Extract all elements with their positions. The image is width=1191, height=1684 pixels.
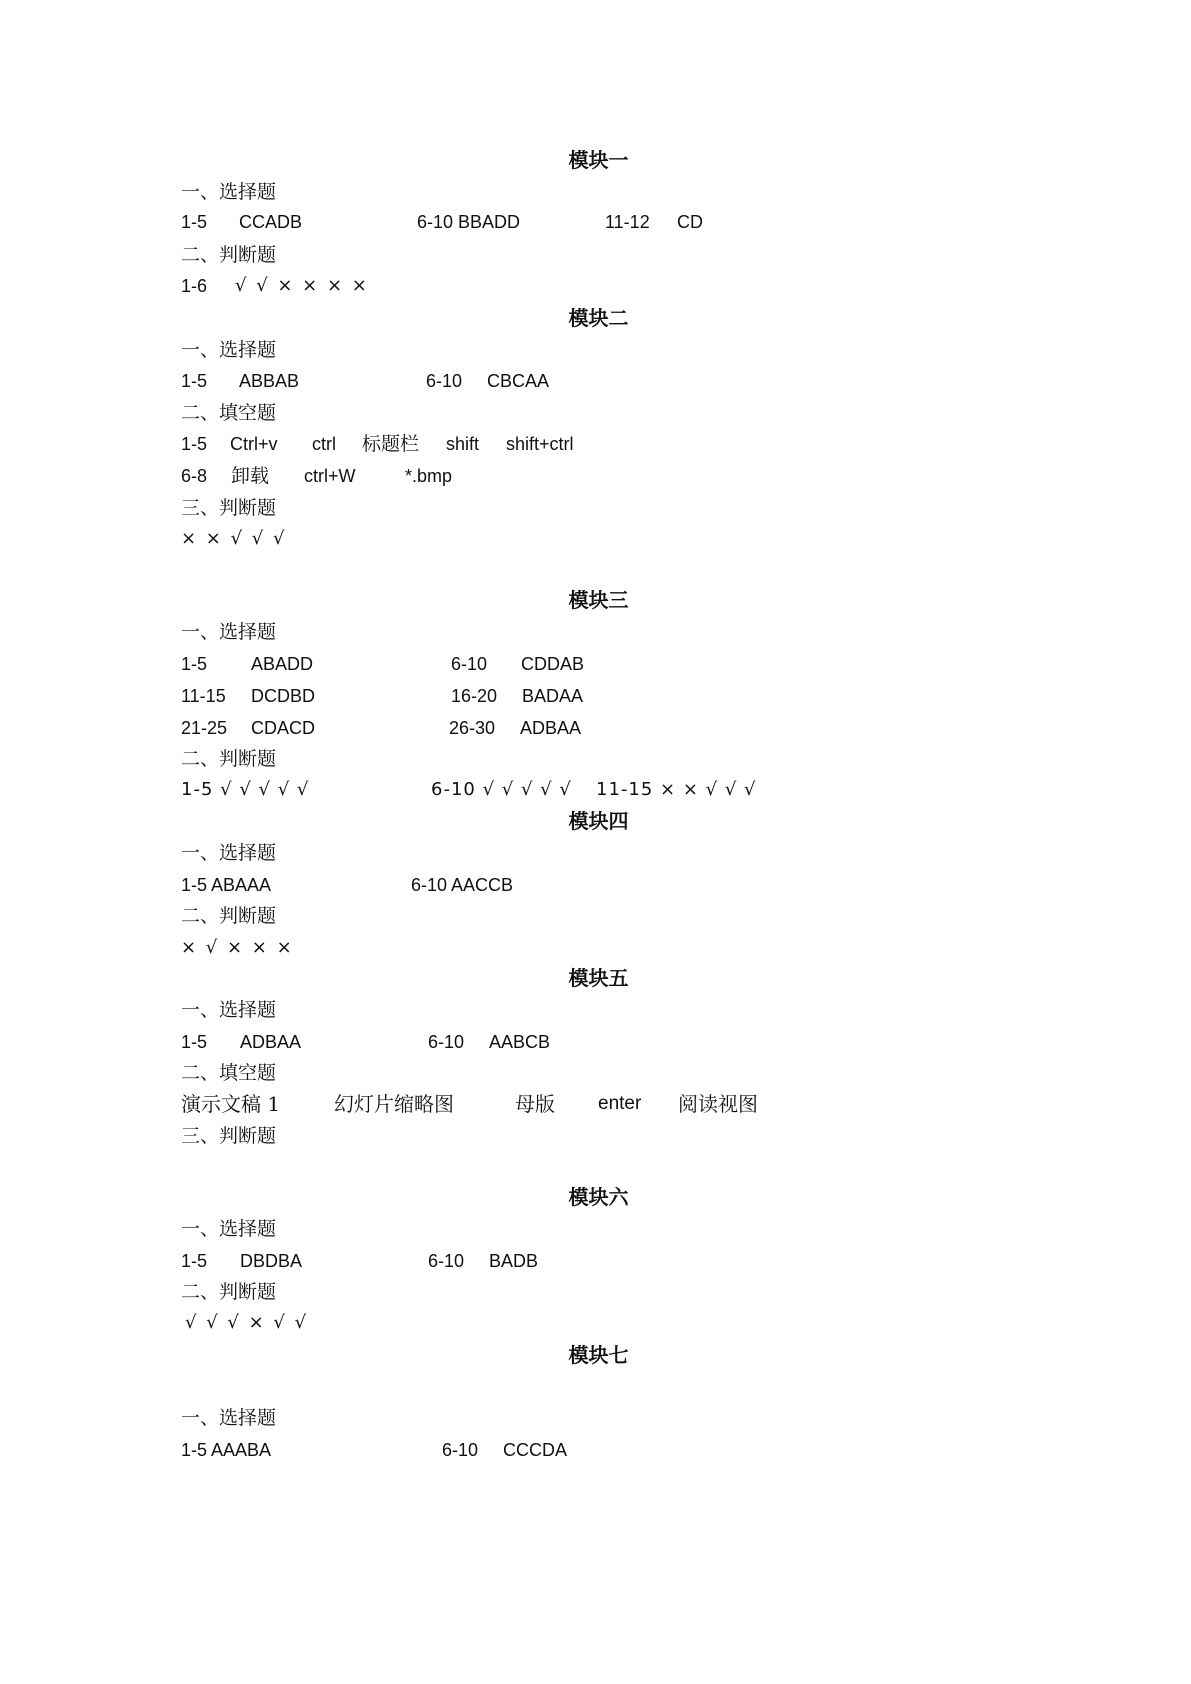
answer-range: 1-5	[181, 1251, 208, 1271]
answer-letters: DCDBD	[251, 686, 316, 706]
section-heading: 一、选择题	[181, 181, 277, 203]
fill-answer: 幻灯片缩略图	[334, 1092, 454, 1116]
fill-answer: ctrl+W	[304, 466, 356, 486]
section-heading: 三、判断题	[181, 1125, 277, 1147]
judgement-marks: × √ × × ×	[181, 937, 294, 958]
answer-letters: ADBAA	[240, 1032, 302, 1052]
module-title: 模块四	[568, 809, 629, 833]
section-heading: 二、判断题	[181, 1281, 277, 1303]
section-heading: 一、选择题	[181, 999, 277, 1021]
module-title: 模块五	[568, 966, 629, 990]
answer-letters: CCCDA	[503, 1440, 568, 1460]
answer-range: 1-5	[181, 434, 208, 454]
answer-range-letters: 6-10 BBADD	[417, 212, 521, 232]
answer-range: 6-10	[426, 371, 463, 391]
answer-range: 11-15	[181, 686, 226, 706]
fill-answer: 演示文稿 1	[181, 1092, 281, 1116]
module-title: 模块三	[568, 588, 629, 612]
answer-range: 6-10	[428, 1032, 465, 1052]
judgement-marks: × × √ √ √	[181, 528, 287, 549]
answer-range: 21-25	[181, 718, 228, 738]
answer-letters: CBCAA	[487, 371, 550, 391]
answer-range-letters: 1-5 ABAAA	[181, 875, 272, 895]
answer-range: 16-20	[451, 686, 498, 706]
judgement-marks: √ √ × × × ×	[235, 275, 369, 296]
answer-range: 1-6	[181, 276, 208, 296]
answer-letters: ABBAB	[239, 371, 300, 391]
fill-answer: *.bmp	[405, 466, 453, 486]
section-heading: 一、选择题	[181, 339, 277, 361]
answer-letters: CD	[677, 212, 703, 232]
answer-range: 1-5	[181, 1032, 208, 1052]
answer-range: 26-30	[449, 718, 496, 738]
fill-answer: 阅读视图	[678, 1092, 758, 1116]
fill-answer: 标题栏	[362, 433, 420, 455]
fill-answer: ctrl	[312, 434, 336, 454]
answer-range: 1-5	[181, 654, 208, 674]
section-heading: 二、填空题	[181, 402, 277, 424]
fill-answer: 母版	[515, 1092, 555, 1116]
answer-range: 1-5	[181, 212, 208, 232]
answer-range: 1-5	[181, 371, 208, 391]
answer-range: 11-12	[605, 212, 650, 232]
fill-answer: shift	[446, 434, 480, 454]
section-heading: 三、判断题	[181, 497, 277, 519]
answer-letters: CDDAB	[521, 654, 585, 674]
answer-letters: DBDBA	[240, 1251, 303, 1271]
judgement-marks: 11-15 × × √ √ √	[596, 779, 757, 800]
section-heading: 二、判断题	[181, 748, 277, 770]
answer-range: 6-10	[442, 1440, 479, 1460]
fill-answer: shift+ctrl	[506, 434, 574, 454]
section-heading: 二、填空题	[181, 1062, 277, 1084]
section-heading: 一、选择题	[181, 842, 277, 864]
answer-letters: ADBAA	[520, 718, 582, 738]
module-title: 模块六	[568, 1185, 629, 1209]
answer-range: 6-8	[181, 466, 208, 486]
answer-range: 6-10	[451, 654, 488, 674]
section-heading: 二、判断题	[181, 905, 277, 927]
fill-answer: enter	[598, 1093, 642, 1114]
section-heading: 一、选择题	[181, 1407, 277, 1429]
answer-letters: ABADD	[251, 654, 314, 674]
module-title: 模块一	[568, 148, 629, 172]
section-heading: 二、判断题	[181, 244, 277, 266]
answer-range: 6-10	[428, 1251, 465, 1271]
answer-letters: CCADB	[239, 212, 303, 232]
module-title: 模块七	[568, 1343, 629, 1367]
answer-range-letters: 1-5 AAABA	[181, 1440, 272, 1460]
judgement-marks: 1-5 √ √ √ √ √	[181, 779, 310, 800]
section-heading: 一、选择题	[181, 621, 277, 643]
section-heading: 一、选择题	[181, 1218, 277, 1240]
answer-range-letters: 6-10 AACCB	[411, 875, 514, 895]
fill-answer: 卸载	[231, 465, 270, 487]
fill-answer: Ctrl+v	[230, 434, 278, 454]
judgement-marks: √ √ √ × √ √	[185, 1312, 309, 1333]
judgement-marks: 6-10 √ √ √ √ √	[431, 779, 572, 800]
answer-letters: CDACD	[251, 718, 316, 738]
module-title: 模块二	[568, 306, 629, 330]
answer-letters: BADAA	[522, 686, 584, 706]
answer-letters: BADB	[489, 1251, 539, 1271]
answer-letters: AABCB	[489, 1032, 551, 1052]
